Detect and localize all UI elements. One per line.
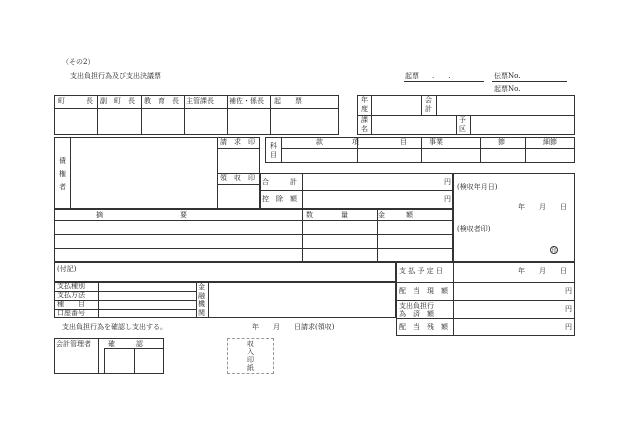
budget-col-moku: 目 bbox=[400, 138, 407, 146]
total-label: 合 計 bbox=[262, 178, 297, 186]
seal-icon: 印 bbox=[551, 248, 557, 254]
kihyo-label: 起票No. bbox=[494, 85, 521, 93]
budget-col-kou: 項 bbox=[352, 138, 359, 146]
creditor-label: 債 権 者 bbox=[59, 157, 66, 191]
kamei-label: 課 名 bbox=[361, 116, 368, 133]
approval-col-manager: 主管課長 bbox=[186, 97, 214, 105]
yoku-label: 予 区 bbox=[459, 116, 466, 133]
confirm-text: 支出負担行為を確認し支出する。 bbox=[62, 323, 167, 331]
manager-label: 会計管理者 bbox=[56, 340, 91, 348]
denpyo-label: 伝票No. bbox=[494, 72, 521, 80]
approval-col-assistant: 補佐・係長 bbox=[229, 97, 264, 105]
approval-col-deputy: 副 町 長 bbox=[100, 97, 135, 105]
form-title: 支出負担行為及び支出決議票 bbox=[70, 72, 161, 80]
budget-col-saisetsu: 細節 bbox=[543, 138, 557, 146]
account-number-label: 口座番号 bbox=[57, 309, 85, 317]
payment-date-value: 年 月 日 bbox=[518, 267, 567, 275]
bank-label: 金 融 機 関 bbox=[198, 283, 205, 317]
remarks-box bbox=[54, 262, 396, 282]
spent-label: 支出負担行 為 済 額 bbox=[399, 302, 434, 318]
approval-col-drafter: 起 票 bbox=[274, 97, 302, 105]
denpyo-underline bbox=[492, 81, 567, 82]
nendo-label: 年 度 bbox=[361, 96, 368, 113]
kamoku-label: 科 目 bbox=[270, 142, 277, 159]
spent-yen: 円 bbox=[565, 305, 572, 313]
budget-table bbox=[265, 137, 575, 163]
total-yen: 円 bbox=[444, 178, 451, 186]
inspector-seal-label: (検収者印) bbox=[457, 225, 491, 233]
budget-col-jigyo: 事業 bbox=[429, 138, 443, 146]
allocation-label: 配 当 現 額 bbox=[399, 287, 448, 295]
kian-label: 起票 bbox=[405, 72, 419, 80]
form-number: （その2） bbox=[62, 58, 95, 66]
revenue-stamp-label: 収 入 印 紙 bbox=[247, 340, 254, 372]
kakunin-label: 確 認 bbox=[108, 340, 143, 348]
koujo-label: 控 除 額 bbox=[262, 195, 297, 203]
tekiyo-header: 摘 要 bbox=[96, 211, 187, 219]
koujo-yen: 円 bbox=[444, 195, 451, 203]
payment-date-label: 支 払 予 定 日 bbox=[399, 267, 443, 275]
inspection-date-label: (検収年月日) bbox=[457, 183, 498, 191]
inspection-date: 年 月 日 bbox=[518, 203, 567, 211]
payment-item-label: 種 目 bbox=[57, 300, 85, 308]
remaining-label: 配 当 残 額 bbox=[399, 323, 448, 331]
request-date: 年 月 日請求(領収) bbox=[252, 323, 335, 331]
payment-type-label: 支払種別 bbox=[57, 282, 85, 290]
suryo-header: 数 量 bbox=[306, 211, 348, 219]
remaining-yen: 円 bbox=[565, 323, 572, 331]
approval-col-mayor: 町 長 bbox=[58, 97, 93, 105]
seikyu-label: 請 求 印 bbox=[220, 138, 255, 146]
payment-method-label: 支払方法 bbox=[57, 291, 85, 299]
budget-col-kan: 款 bbox=[316, 138, 323, 146]
kian-underline bbox=[404, 81, 484, 82]
allocation-yen: 円 bbox=[565, 287, 572, 295]
remarks-label: (付記) bbox=[57, 265, 77, 273]
kingaku-header: 金 額 bbox=[378, 211, 413, 219]
kian-date: . . bbox=[432, 72, 451, 80]
ryoshu-label: 領 収 印 bbox=[220, 174, 255, 182]
budget-col-setsu: 節 bbox=[498, 138, 505, 146]
approval-col-education: 教 育 長 bbox=[144, 97, 179, 105]
kaikei-label: 会 計 bbox=[425, 96, 432, 113]
